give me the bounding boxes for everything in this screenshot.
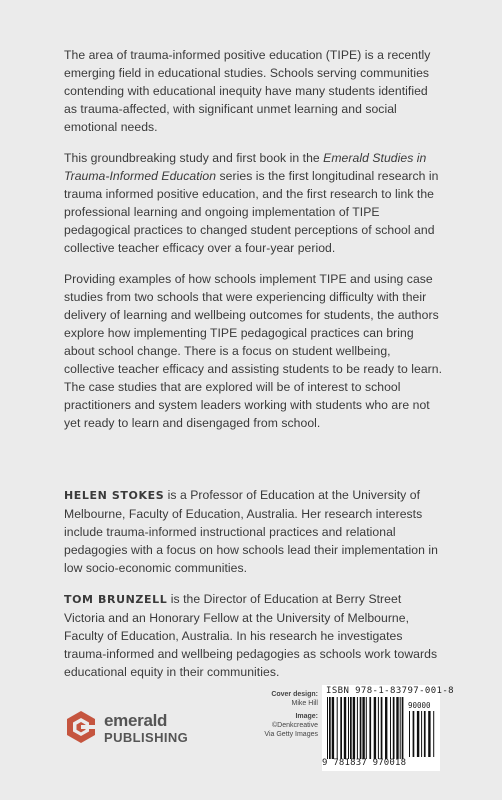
description-text: This groundbreaking study and first book in the xyxy=(64,151,324,165)
author-bio-text: is the Director of Education at Berry Street Victoria and an Honorary Fellow at the University of Melbourne, Faculty of Education, Australia. In his research he investigates trauma-informed and wellbeing pedagogies as schools work towards educational equity in their communities. xyxy=(64,592,438,679)
author-name: TOM BRUNZELL xyxy=(64,593,168,606)
isbn-label: ISBN 978-1-83797-001-8 xyxy=(326,686,455,696)
author-bio-stokes xyxy=(64,486,444,577)
cover-designer: Mike Hill xyxy=(291,700,318,707)
emerald-logo-icon xyxy=(64,710,98,744)
ean-number: 9 781837 970018 xyxy=(322,758,407,768)
description-paragraph-3: Providing examples of how schools implement TIPE and using case studies from two schools that were experiencing difficulty with their delivery of learning and wellbeing outcomes for students, the authors explore how implementing TIPE pedagogical practices can bring about school change. There is a focus on student wellbeing, collective teacher efficacy and assisting students to be ready to learn. The case studies that are explored will be of interest to school practitioners and system leaders working with students who are not yet ready to learn and disengaged from school. xyxy=(64,272,443,430)
publisher-name: emerald xyxy=(104,711,168,730)
author-bio-text: is a Professor of Education at the University of Melbourne, Faculty of Education, Australia. Her research interests include trauma-informed instructional practices and relational pedagogies with a focus on how schools lead their implementation in low socio-economic communities. xyxy=(64,488,438,575)
barcode-bars-icon xyxy=(326,697,406,759)
description-text: series is the first longitudinal research in trauma informed positive education, and the first research to link the professional learning and ongoing implementation of TIPE pedagogical practices to changed student perceptions of school and collective teacher efficacy over a four-year period. xyxy=(64,169,439,255)
price-code: 90000 xyxy=(408,701,431,710)
cover-credits xyxy=(256,690,318,739)
book-description xyxy=(64,46,444,445)
isbn-barcode xyxy=(322,685,455,771)
cover-design-label: Cover design: xyxy=(271,691,318,698)
image-credit-label: Image: xyxy=(295,713,318,720)
image-credit-line: Via Getty Images xyxy=(264,731,318,738)
price-barcode-icon xyxy=(408,711,436,757)
publisher-logo xyxy=(64,708,194,748)
author-bio-brunzell xyxy=(64,590,444,681)
description-paragraph-2 xyxy=(64,149,444,257)
description-paragraph-1: The area of trauma-informed positive education (TIPE) is a recently emerging field in educational studies. Schools serving communities contending with educational inequity have many students identified as trauma-affected, with significant unmet learning and social emotional needs. xyxy=(64,48,431,134)
author-name: HELEN STOKES xyxy=(64,489,165,502)
image-credit-line: ©Denkcreative xyxy=(271,722,318,729)
publisher-subname: PUBLISHING xyxy=(104,730,189,745)
series-title: Emerald Studies in Trauma-Informed Education xyxy=(64,151,427,183)
